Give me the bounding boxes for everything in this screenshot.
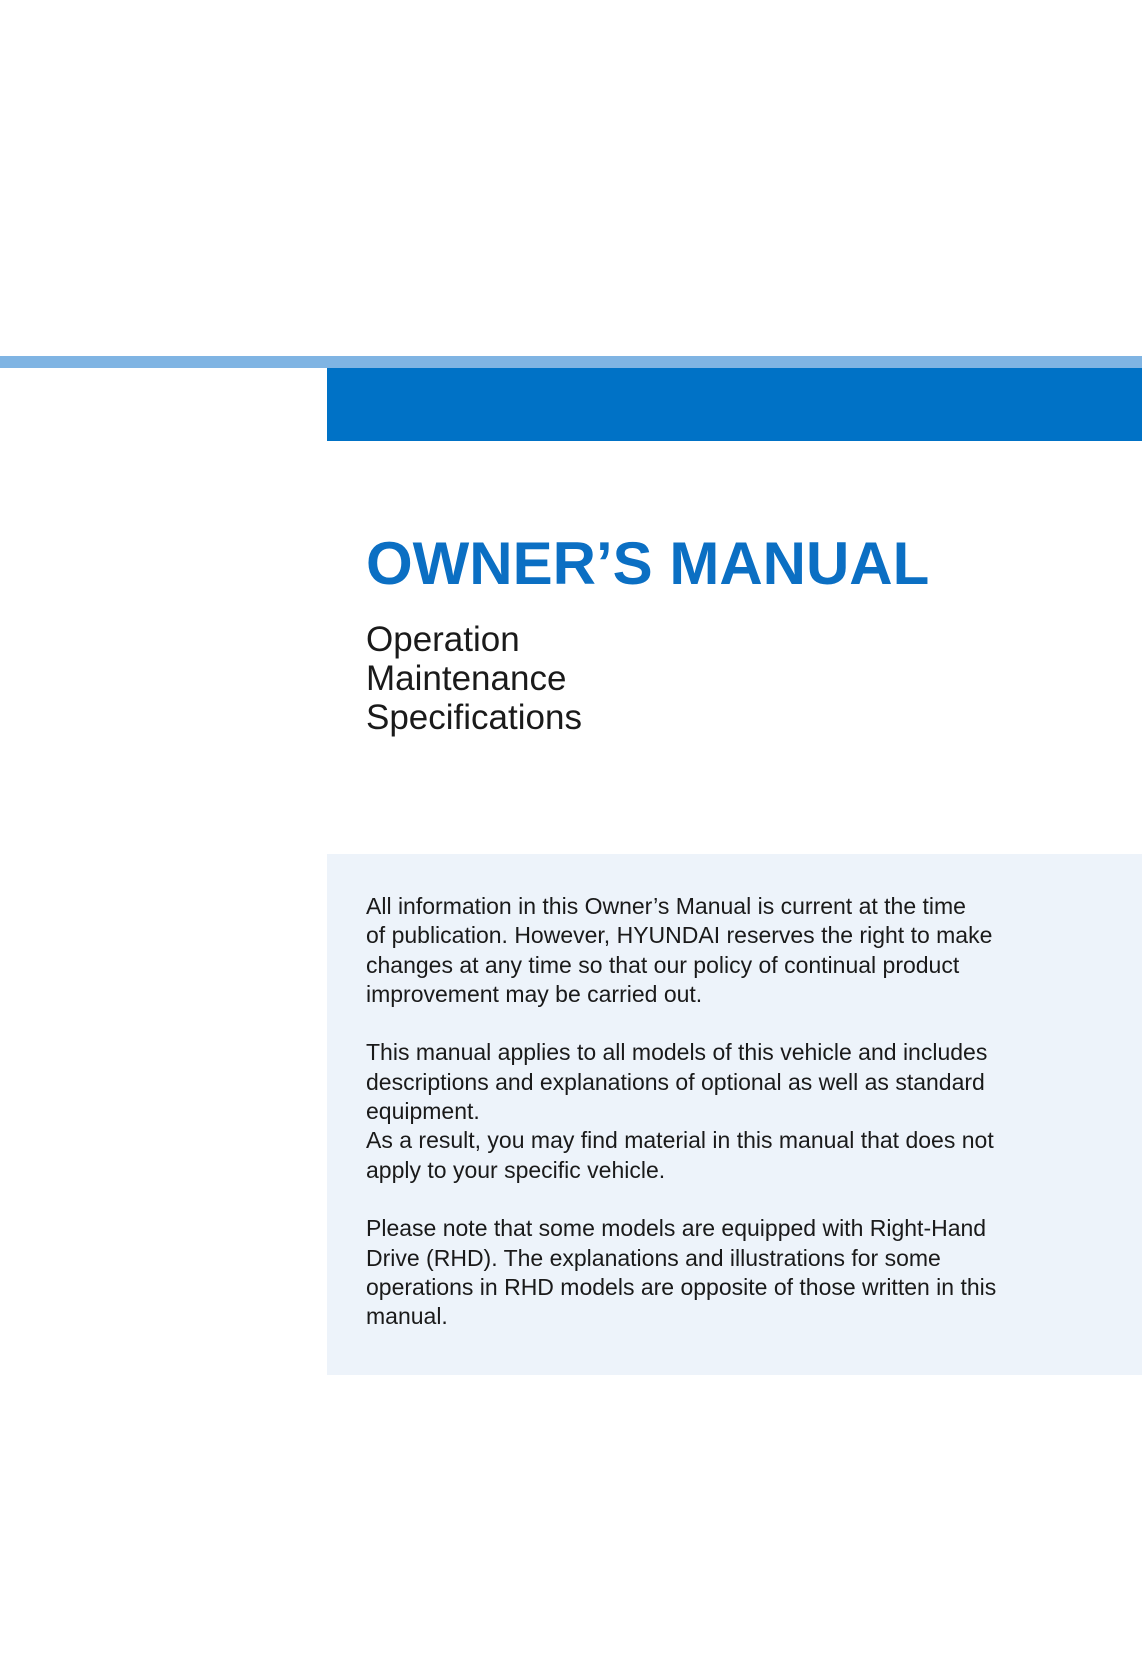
notice-line: of publication. However, HYUNDAI reserves the right to make — [366, 922, 993, 949]
notice-line: apply to your specific vehicle. — [366, 1156, 666, 1183]
notice-line: As a result, you may find material in this manual that does not — [366, 1127, 994, 1154]
notice-line: Drive (RHD). The explanations and illustrations for some — [366, 1244, 941, 1271]
notice-line: descriptions and explanations of optional as well as standard — [366, 1068, 985, 1095]
subtitle-operation: Operation — [366, 620, 520, 659]
notice-line: All information in this Owner’s Manual is current at the time — [366, 893, 966, 919]
notice-line: improvement may be carried out. — [366, 980, 703, 1007]
decorative-blue-bar — [327, 368, 1142, 441]
decorative-top-stripe — [0, 356, 1142, 368]
notice-line: This manual applies to all models of this vehicle and includes — [366, 1039, 988, 1066]
notice-line: Please note that some models are equipped with Right-Hand — [366, 1215, 987, 1242]
subtitle-specifications: Specifications — [366, 698, 582, 737]
paragraph-gap — [366, 1009, 1066, 1038]
notice-line: operations in RHD models are opposite of those written in this — [366, 1273, 997, 1300]
subtitle-list — [366, 620, 582, 737]
notice-line: manual. — [366, 1303, 448, 1330]
notice-line: equipment. — [366, 1098, 480, 1125]
subtitle-maintenance: Maintenance — [366, 659, 567, 698]
manual-title: OWNER’S MANUAL — [366, 530, 930, 597]
paragraph-gap — [366, 1185, 1066, 1214]
notice-line: changes at any time so that our policy of continual product — [366, 951, 960, 978]
notice-text — [366, 892, 1066, 1331]
